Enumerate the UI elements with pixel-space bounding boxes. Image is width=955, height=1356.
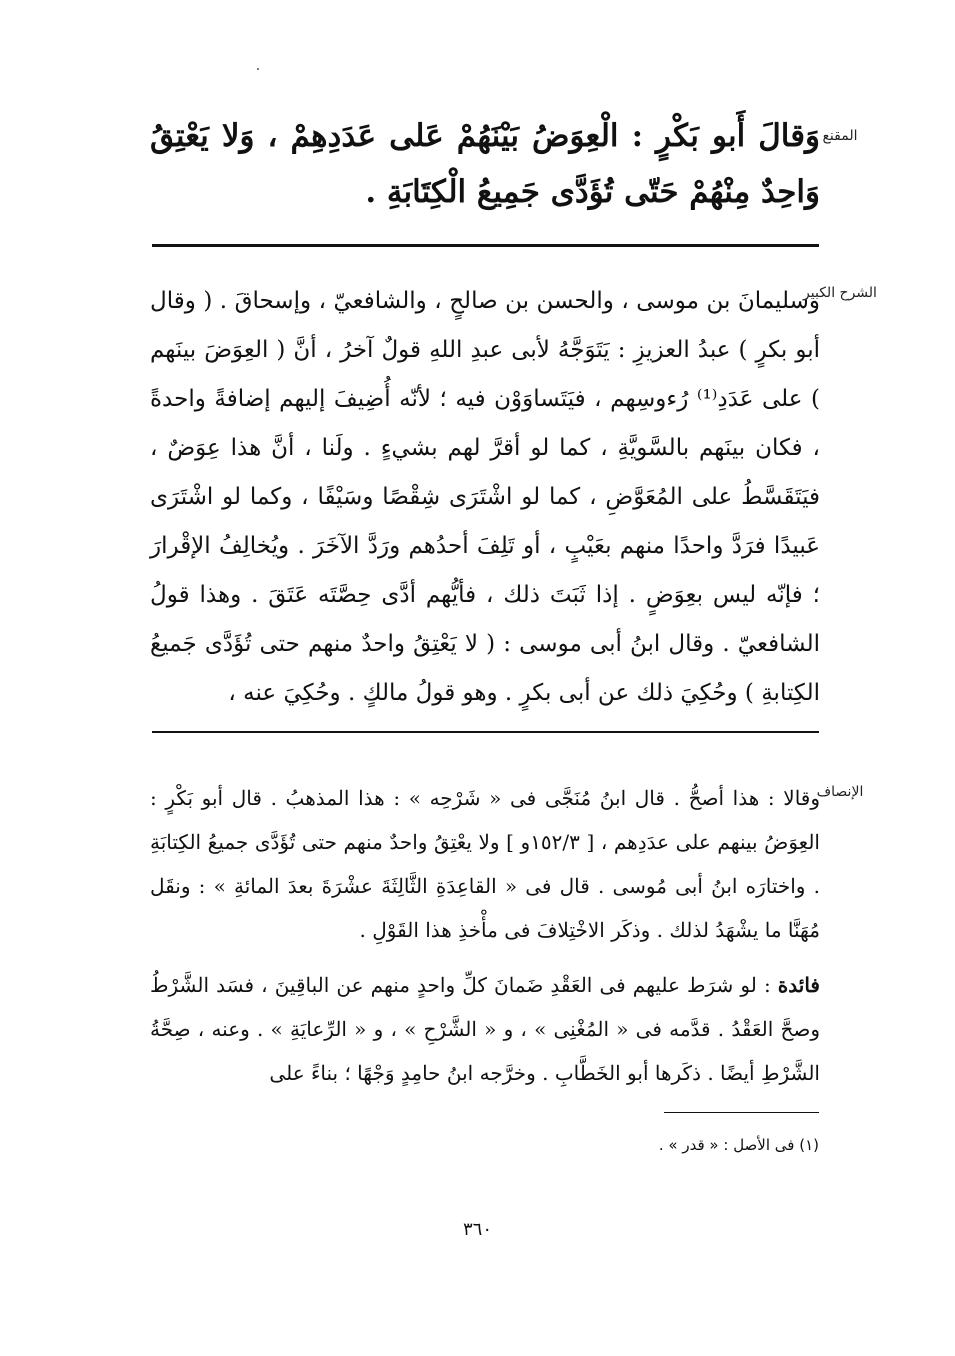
faida-text-block xyxy=(150,963,820,1095)
muqni-text: وَقالَ أَبو بَكْرٍ : الْعِوَضُ بَيْنَهُمْ عَلى عَدَدِهِمْ ، وَلا يَعْتِقُ وَاحِدٌ مِنْهُمْ حَتّى تُؤَدَّى جَمِيعُ الْكِتَابَةِ . xyxy=(150,118,820,210)
section-divider-thick xyxy=(152,244,819,247)
insaf-label: الإنصاف xyxy=(816,784,864,800)
sharh-text-block xyxy=(150,277,820,718)
insaf-text-block xyxy=(150,776,820,952)
sharh-label: الشرح الكبير xyxy=(803,285,877,301)
muqni-text-block xyxy=(150,108,820,220)
scan-speck xyxy=(257,68,259,70)
footnote: (١) فى الأصل : « قدر » . xyxy=(658,1136,819,1154)
page-number: ٣٦٠ xyxy=(462,1219,492,1240)
section-divider-thin xyxy=(152,731,819,733)
footnote-divider xyxy=(664,1112,819,1113)
faida-text: : لو شرَط عليهم فى العَقْدِ ضَمانَ كلِّ واحدٍ منهم عن الباقِينَ ، فسَد الشَّرْطُ وصحَّ العَقْدُ . قدَّمه فى « المُغْنِى » ، و « الشَّرْحِ » ، و « الرِّعايَةِ » . وعنه ، صِحَّةُ الشَّرْطِ أيضًا . ذكَرها أبو الخَطَّابِ . وخرَّجه ابنُ حامِدٍ وَجْهًا ؛ بناءً على xyxy=(150,973,820,1085)
sharh-text: وسليمانَ بن موسى ، والحسن بن صالحٍ ، والشافعيّ ، وإسحاقَ . ( وقال أبو بكرٍ ) عبدُ العزيزِ : يَتَوَجَّهُ لأبى عبدِ اللهِ قولٌ آخرُ ، أنَّ ( العِوَضَ بينَهم ) على عَدَدِ⁽¹⁾ رُءوسِهم ، فيَتَساوَوْن فيه ؛ لأنّه أُضِيفَ إليهم إضافةً واحدةً ، فكان بينَهم بالسَّويَّةِ ، كما لو أقرَّ لهم بشيءٍ . ولَنا ، أنَّ هذا عِوَضٌ ، فيَتَقَسَّطُ على المُعَوَّضِ ، كما لو اشْتَرَى شِقْصًا وسَيْفًا ، وكما لو اشْتَرَى عَبيدًا فرَدَّ واحدًا منهم بعَيْبٍ ، أو تَلِفَ أحدُهم ورَدَّ الآخَرَ . ويُخالِفُ الإقْرارَ ؛ فإنّه ليس بعِوَضٍ . إذا ثَبَتَ ذلك ، فأيُّهم أدَّى حِصَّتَه عَتَقَ . وهذا قولُ الشافعيّ . وقال ابنُ أبى موسى : ( لا يَعْتِقُ واحدٌ منهم حتى تُؤَدَّى جَميعُ الكِتابةِ ) وحُكِيَ ذلك عن أبى بكرٍ . وهو قولُ مالكٍ . وحُكِيَ عنه ، xyxy=(150,288,820,706)
faida-paragraph xyxy=(150,963,820,1095)
insaf-text: وقالا : هذا أصحُّ . قال ابنُ مُنَجَّى فى « شَرْحِه » : هذا المذهبُ . قال أبو بَكْرٍ : العِوَضُ بينهم على عدَدِهم ، [ ١٥٢/٣و ] ولا يعْتِقُ واحدٌ منهم حتى تُؤَدَّى جميعُ الكِتابَةِ . واختارَه ابنُ أبى مُوسى . قال فى « القاعِدَةِ الثَّالِثَةَ عشْرَةَ بعدَ المائةِ » : ونقَل مُهَنَّا ما يشْهَدُ لذلك . وذكَر الاخْتِلافَ فى مأْخذِ هذا القَوْلِ . xyxy=(150,786,820,942)
muqni-label: المقنع xyxy=(822,128,858,144)
faida-label: فائدة xyxy=(777,973,820,997)
